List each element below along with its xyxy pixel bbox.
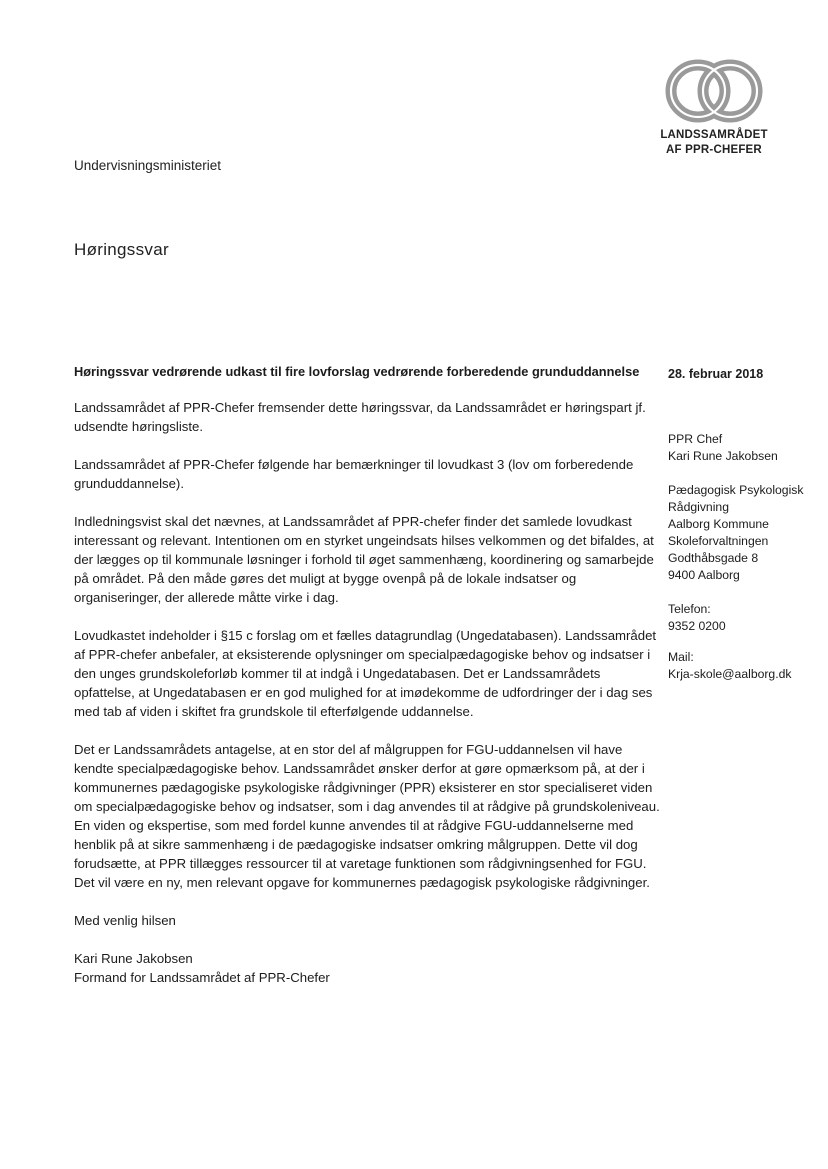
address-line-3: Aalborg Kommune (668, 517, 769, 531)
sender-name: Kari Rune Jakobsen (668, 449, 778, 463)
sender-block (668, 431, 818, 465)
letterhead-logo (648, 58, 780, 158)
recipient: Undervisningsministeriet (74, 158, 222, 173)
address-block (668, 482, 818, 584)
address-line-2: Rådgivning (668, 500, 729, 514)
body-paragraph-2: Landssamrådet af PPR-Chefer følgende har bemærkninger til lovudkast 3 (lov om forberedende grunduddannelse). (74, 457, 634, 491)
mail-block (668, 649, 818, 683)
mail-label: Mail: (668, 650, 694, 664)
letter-date: 28. februar 2018 (668, 367, 764, 381)
letter-subject: Høringssvar vedrørende udkast til fire lovforslag vedrørende forberedende grunduddannelse (74, 364, 640, 379)
interlocking-rings-icon (661, 58, 767, 124)
body-paragraph-4: Lovudkastet indeholder i §15 c forslag om et fælles datagrundlag (Ungedatabasen). Landssamrådet af PPR-chefer anbefaler, at eksisterende oplysninger om specialpædagogiske behov og indsatser i den unges grundskoleforløb kommer til at indgå i Ungedatabasen. Det er Landssamrådets opfattelse, at Ungedatabasen er en god mulighed for at imødekomme de udfordringer der i dag ses med tab af viden i skiftet fra grundskole til efterfølgende uddannelse. (74, 628, 657, 719)
phone-number: 9352 0200 (668, 619, 726, 633)
phone-label: Telefon: (668, 602, 711, 616)
letter-body (74, 362, 660, 987)
document-title: Høringssvar (74, 240, 169, 259)
org-name-line1: LANDSSAMRÅDET (660, 129, 768, 141)
body-paragraph-1: Landssamrådet af PPR-Chefer fremsender dette høringssvar, da Landssamrådet er høringspart jf. udsendte høringsliste. (74, 400, 646, 434)
phone-block (668, 601, 818, 635)
letterhead-org-name (648, 128, 780, 158)
org-name-line2: AF PPR-CHEFER (666, 144, 762, 156)
address-line-6: 9400 Aalborg (668, 568, 740, 582)
signature-block (74, 949, 660, 987)
mail-address: Krja-skole@aalborg.dk (668, 667, 792, 681)
sender-role: PPR Chef (668, 432, 723, 446)
signature-name: Kari Rune Jakobsen (74, 951, 193, 966)
closing-greeting: Med venlig hilsen (74, 913, 176, 928)
body-paragraph-5: Det er Landssamrådets antagelse, at en stor del af målgruppen for FGU-uddannelsen vil have kendte specialpædagogiske behov. Landssamrådet ønsker derfor at gøre opmærksom på, at der i kommunernes pædagogiske psykologiske rådgivninger (PPR) eksisterer en stor specialiseret viden om specialpædagogiske behov og indsatser, som i dag anvendes til at rådgive på grundskoleniveau. En viden og ekspertise, som med fordel kunne anvendes til at rådgive FGU-uddannelserne med henblik på at sikre sammenhæng i de pædagogiske indsatser omkring målgruppen. Dette vil dog forudsætte, at PPR tillægges ressourcer til at varetage funktionen som rådgivningsenhed for FGU. Det vil være en ny, men relevant opgave for kommunernes pædagogisk psykologiske rådgivninger. (74, 742, 660, 890)
body-paragraph-3: Indledningsvist skal det nævnes, at Landssamrådet af PPR-chefer finder det samlede lovudkast interessant og relevant. Intentionen om en styrket ungeindsats hilses velkommen og det bifaldes, at der lægges op til kommunale løsninger i forhold til øget sammenhæng, koordinering og samarbejde på området. På den måde gøres det muligt at bygge ovenpå på de lokale indsatser og organiseringer, der allerede måtte virke i dag. (74, 514, 654, 605)
address-line-1: Pædagogisk Psykologisk (668, 483, 804, 497)
signature-title: Formand for Landssamrådet af PPR-Chefer (74, 970, 330, 985)
address-line-4: Skoleforvaltningen (668, 534, 769, 548)
address-line-5: Godthåbsgade 8 (668, 551, 759, 565)
sender-sidebar (668, 366, 818, 697)
